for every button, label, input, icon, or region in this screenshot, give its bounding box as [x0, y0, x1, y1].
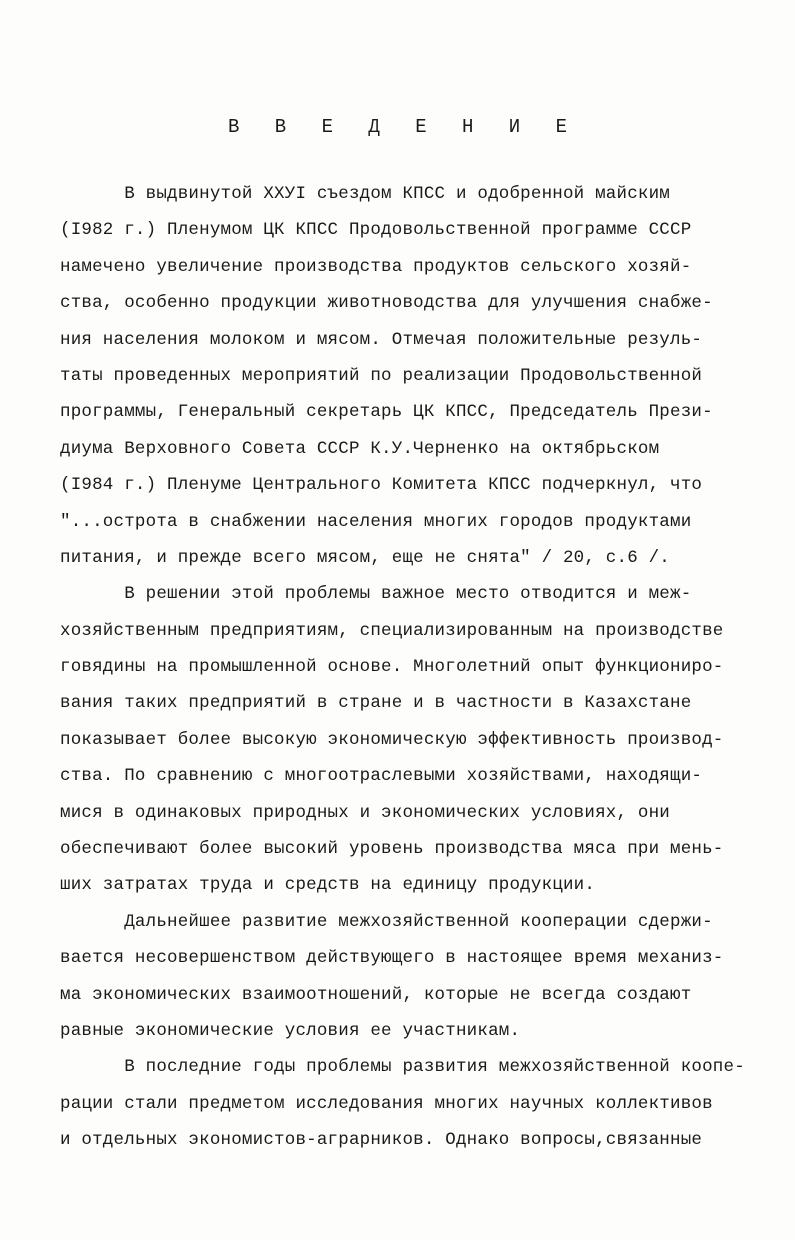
text-line: говядины на промышленной основе. Многолетний опыт функциониро- [60, 657, 724, 678]
text-line: (I982 г.) Пленумом ЦК КПСС Продовольственной программе СССР [60, 220, 692, 241]
text-line: "...острота в снабжении населения многих городов продуктами [60, 511, 692, 532]
text-line: обеспечивают более высокий уровень производства мяса при мень- [60, 839, 724, 860]
text-line: мися в одинаковых природных и экономических условиях, они [60, 802, 670, 823]
text-line: равные экономические условия ее участникам. [60, 1020, 521, 1041]
text-line: намечено увеличение производства продуктов сельского хозяй- [60, 256, 692, 277]
text-line: показывает более высокую экономическую эффективность производ- [60, 729, 724, 750]
text-line: Дальнейшее развитие межхозяйственной кооперации сдержи- [60, 911, 713, 932]
text-line: В последние годы проблемы развития межхозяйственной коопе- [60, 1057, 745, 1078]
paragraph-2 [60, 576, 760, 904]
paragraph-4 [60, 1049, 760, 1158]
text-line: хозяйственным предприятиям, специализированным на производстве [60, 620, 724, 641]
text-line: В выдвинутой ХХУI съездом КПСС и одобренной майским [60, 184, 670, 204]
text-line: питания, и прежде всего мясом, еще не снята" / 20, с.6 /. [60, 547, 670, 568]
text-line: (I984 г.) Пленуме Центрального Комитета КПСС подчеркнул, что [60, 475, 703, 496]
paragraph-3 [60, 904, 760, 1050]
text-line: вания таких предприятий в стране и в частности в Казахстане [60, 693, 692, 714]
text-line: ших затратах труда и средств на единицу продукции. [60, 875, 596, 896]
text-line: ния населения молоком и мясом. Отмечая положительные резуль- [60, 329, 703, 350]
text-line: ства. По сравнению с многоотраслевыми хозяйствами, находящи- [60, 766, 703, 787]
text-line: ства, особенно продукции животноводства для улучшения снабже- [60, 293, 713, 314]
paragraph-1 [60, 176, 760, 576]
page-heading: В В Е Д Е Н И Е [227, 116, 580, 138]
text-line: и отдельных экономистов-аграрников. Однако вопросы,связанные [60, 1130, 703, 1151]
text-line: программы, Генеральный секретарь ЦК КПСС, Председатель Прези- [60, 402, 713, 423]
text-line: рации стали предметом исследования многих научных коллективов [60, 1093, 713, 1114]
text-line: таты проведенных мероприятий по реализации Продовольственной [60, 365, 703, 386]
text-line: вается несовершенством действующего в настоящее время механиз- [60, 948, 724, 969]
body-text [60, 176, 760, 1159]
text-line: ма экономических взаимоотношений, которые не всегда создают [60, 984, 692, 1005]
text-line: диума Верховного Совета СССР К.У.Черненко на октябрьском [60, 438, 660, 459]
text-line: В решении этой проблемы важное место отводится и меж- [60, 584, 692, 605]
